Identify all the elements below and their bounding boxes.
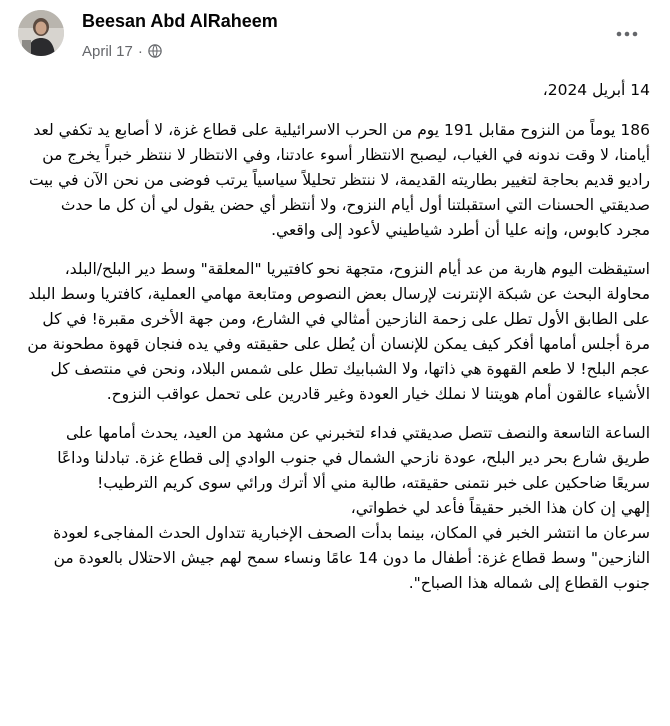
post-paragraph-4: إلهي إن كان هذا الخبر حقيقاً فأعد لي خطواتي،: [350, 499, 650, 517]
post-paragraph-3: الساعة التاسعة والنصف تتصل صديقتي فداء لتخبرني عن مشهد من العيد، يحدث أمامها على طريق شارع بحر دير البلح، عودة نازحي الشمال في جنوب الوادي إلى قطاع غزة. تبادلنا وداعًا سريعًا ضاحكين على خبر نتمنى حقيقته، طالبة مني ألا أترك ورائي سوى كريم الترطيب!: [57, 424, 650, 492]
post-paragraph-1: 186 يوماً من النزوح مقابل 191 يوم من الحرب الاسرائيلية على قطاع غزة، لا أصابع يد تكفي لعد أيامنا، لا وقت ندونه في الغياب، ليصبح الانتظار أسوء عادتنا، وفي الانتظار لا ننتظر خبراً يخرج من راديو قديم بحاجة لتغيير بطاريته القديمة، لا ننتظر تحليلاً سياسياً يرتب فوضى من نحن الآن في بيت صديقتي الحسنات التي استقبلتنا أول أيام النزوح، ولا أنتظر أي حضن يقول لي أن كل ما حدث مجرد كابوس، وإنه عليا أن أطرد شياطيني لأعود إلى واقعي.: [29, 121, 650, 239]
post-paragraph-5: سرعان ما انتشر الخبر في المكان، بينما بدأت الصحف الإخبارية تتداول الحدث المفاجىء لعودة النازحين" وسط قطاع غزة: أطفال ما دون 14 عامًا ونساء سمح لهم جيش الاحتلال بالعودة من جنوب القطاع إلى شماله هذا الصباح".: [53, 524, 650, 592]
author-name[interactable]: Beesan Abd AlRaheem: [82, 11, 278, 31]
post-date[interactable]: April 17: [82, 42, 133, 60]
globe-icon[interactable]: [148, 44, 162, 58]
post-date-line: 14 أبريل 2024،: [542, 81, 650, 99]
post-header: [0, 0, 670, 75]
post-paragraph-2: استيقظت اليوم هاربة من عد أيام النزوح، متجهة نحو كافتيريا "المعلقة" وسط دير البلح/البلد، محاولة البحث عن شبكة الإنترنت لإرسال بعض النصوص ومتابعة مهامي العملية، كافتريا وسط البلد على الطابق الأول تطل على زحمة النازحين أمثالي في الشارع، ومن جهة الأخرى مقبرة! في كل مرة أجلس أمامها أفكر كيف يمكن للإنسان أن يُطل على حقيقته وفي يده فنجان قهوة مطحونة من عجم البلح! لا طعم القهوة هي ذاتها، ولا الشبابيك تطل على شمس البلاد، ونحن في منتصف كل الأشياء عالقون أمام هويتنا لا نملك خيار العودة وغير قادرين على تحمل عواقب النزوح.: [27, 260, 650, 403]
author-avatar[interactable]: [18, 10, 64, 56]
post-body: [26, 78, 650, 596]
post-meta: [82, 41, 162, 61]
more-options-icon[interactable]: [612, 22, 642, 46]
meta-separator: ·: [137, 42, 143, 60]
